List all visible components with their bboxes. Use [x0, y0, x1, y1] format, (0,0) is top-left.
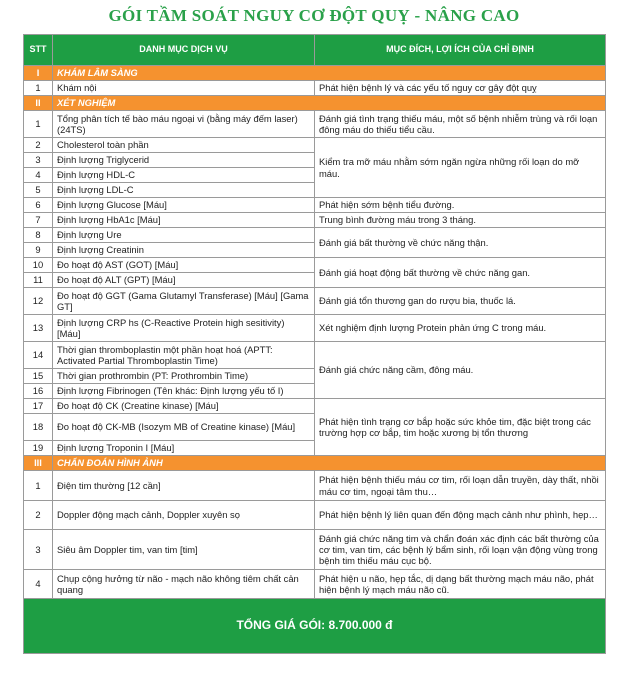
- row-stt: 1: [24, 111, 53, 138]
- table-row: [24, 81, 606, 96]
- row-stt: 13: [24, 315, 53, 342]
- row-purpose: Phát hiện bệnh thiếu máu cơ tim, rối loạn dẫn truyền, dày thất, nhồi máu cơ tim, ngoại tâm thu…: [315, 471, 606, 501]
- row-purpose: Đánh giá chức năng tim và chẩn đoán xác định các bất thường của cơ tim, van tim, các bệnh lý bẩm sinh, rối loạn vận động vùng trong bệnh tim thiếu máu cục bộ.: [315, 530, 606, 570]
- row-service: Định lượng Triglycerid: [53, 153, 315, 168]
- table-row: [24, 471, 606, 501]
- row-purpose: Đánh giá tình trạng thiếu máu, một số bệnh nhiễm trùng và rối loạn đông máu do thiếu tiểu cầu.: [315, 111, 606, 138]
- table-row: [24, 399, 606, 414]
- row-purpose: Phát hiện bệnh lý và các yếu tố nguy cơ gây đột quỵ: [315, 81, 606, 96]
- row-stt: 10: [24, 258, 53, 273]
- row-service: Định lượng Glucose [Máu]: [53, 198, 315, 213]
- row-service: Siêu âm Doppler tim, van tim [tim]: [53, 530, 315, 570]
- row-purpose: Kiểm tra mỡ máu nhằm sớm ngăn ngừa những rối loạn do mỡ máu.: [315, 138, 606, 198]
- row-service: Định lượng HbA1c [Máu]: [53, 213, 315, 228]
- header-purpose: MỤC ĐÍCH, LỢI ÍCH CỦA CHỈ ĐỊNH: [315, 35, 606, 66]
- row-service: Định lượng LDL-C: [53, 183, 315, 198]
- row-service: Định lượng Fibrinogen (Tên khác: Định lượng yếu tố I): [53, 384, 315, 399]
- row-stt: 5: [24, 183, 53, 198]
- header-stt: STT: [24, 35, 53, 66]
- row-stt: 7: [24, 213, 53, 228]
- row-stt: 4: [24, 168, 53, 183]
- row-stt: 19: [24, 441, 53, 456]
- row-stt: 18: [24, 414, 53, 441]
- row-stt: 3: [24, 153, 53, 168]
- section-row: [24, 456, 606, 471]
- row-purpose: Xét nghiệm định lượng Protein phản ứng C trong máu.: [315, 315, 606, 342]
- table-row: [24, 198, 606, 213]
- row-stt: 6: [24, 198, 53, 213]
- table-row: [24, 111, 606, 138]
- row-service: Doppler động mạch cảnh, Doppler xuyên sọ: [53, 501, 315, 530]
- table-row: [24, 570, 606, 599]
- section-number: I: [24, 66, 53, 81]
- row-stt: 8: [24, 228, 53, 243]
- row-stt: 14: [24, 342, 53, 369]
- row-stt: 3: [24, 530, 53, 570]
- section-row: [24, 66, 606, 81]
- row-purpose: Phát hiện sớm bệnh tiểu đường.: [315, 198, 606, 213]
- total-row: [24, 599, 606, 654]
- table-row: [24, 288, 606, 315]
- row-service: Đo hoạt độ ALT (GPT) [Máu]: [53, 273, 315, 288]
- row-service: Điện tim thường [12 cần]: [53, 471, 315, 501]
- table-row: [24, 315, 606, 342]
- row-purpose: Phát hiện bệnh lý liên quan đến động mạch cảnh như phình, hẹp…: [315, 501, 606, 530]
- table-row: [24, 342, 606, 369]
- row-service: Định lượng Creatinin: [53, 243, 315, 258]
- row-service: Định lượng Ure: [53, 228, 315, 243]
- section-number: II: [24, 96, 53, 111]
- row-stt: 4: [24, 570, 53, 599]
- service-table: [23, 34, 606, 654]
- row-stt: 17: [24, 399, 53, 414]
- row-stt: 9: [24, 243, 53, 258]
- table-row: [24, 228, 606, 243]
- row-purpose: Đánh giá chức năng cầm, đông máu.: [315, 342, 606, 399]
- table-header: [24, 35, 606, 66]
- row-purpose: Phát hiện tình trạng cơ bắp hoặc sức khỏe tim, đặc biệt trong các trường hợp cơ bắp, tim hoặc xương bị tổn thương: [315, 399, 606, 456]
- table-row: [24, 213, 606, 228]
- row-service: Định lượng HDL-C: [53, 168, 315, 183]
- row-stt: 11: [24, 273, 53, 288]
- section-name: CHẨN ĐOÁN HÌNH ẢNH: [53, 456, 606, 471]
- table-row: [24, 501, 606, 530]
- row-service: Chụp cộng hưởng từ não - mạch não không tiêm chất cản quang: [53, 570, 315, 599]
- row-stt: 15: [24, 369, 53, 384]
- row-service: Đo hoạt độ GGT (Gama Glutamyl Transferase) [Máu] [Gama GT]: [53, 288, 315, 315]
- row-service: Đo hoạt độ CK (Creatine kinase) [Máu]: [53, 399, 315, 414]
- section-row: [24, 96, 606, 111]
- row-purpose: Phát hiện u não, hẹp tắc, dị dạng bất thường mạch máu não, phát hiện bệnh lý mạch máu não cũ.: [315, 570, 606, 599]
- row-service: Định lượng Troponin I [Máu]: [53, 441, 315, 456]
- row-purpose: Đánh giá tổn thương gan do rượu bia, thuốc lá.: [315, 288, 606, 315]
- row-service: Thời gian prothrombin (PT: Prothrombin Time): [53, 369, 315, 384]
- header-service: DANH MỤC DỊCH VỤ: [53, 35, 315, 66]
- table-row: [24, 530, 606, 570]
- row-service: Tổng phân tích tế bào máu ngoại vi (bằng máy đếm laser) (24TS): [53, 111, 315, 138]
- page-title: GÓI TẦM SOÁT NGUY CƠ ĐỘT QUỴ - NÂNG CAO: [108, 6, 520, 25]
- row-service: Đo hoạt độ CK-MB (Isozym MB of Creatine kinase) [Máu]: [53, 414, 315, 441]
- section-number: III: [24, 456, 53, 471]
- row-stt: 2: [24, 501, 53, 530]
- row-stt: 2: [24, 138, 53, 153]
- row-stt: 1: [24, 471, 53, 501]
- row-stt: 1: [24, 81, 53, 96]
- row-service: Định lượng CRP hs (C-Reactive Protein high sesitivity) [Máu]: [53, 315, 315, 342]
- row-service: Khám nội: [53, 81, 315, 96]
- row-purpose: Đánh giá hoạt động bất thường về chức năng gan.: [315, 258, 606, 288]
- table-row: [24, 138, 606, 153]
- row-service: Cholesterol toàn phần: [53, 138, 315, 153]
- table-row: [24, 258, 606, 273]
- row-stt: 12: [24, 288, 53, 315]
- total-price: TỔNG GIÁ GÓI: 8.700.000 đ: [24, 599, 606, 654]
- section-name: XÉT NGHIỆM: [53, 96, 606, 111]
- row-purpose: Trung bình đường máu trong 3 tháng.: [315, 213, 606, 228]
- row-service: Thời gian thromboplastin một phần hoạt hoá (APTT: Activated Partial Thromboplastin Time): [53, 342, 315, 369]
- row-service: Đo hoạt độ AST (GOT) [Máu]: [53, 258, 315, 273]
- section-name: KHÁM LÂM SÀNG: [53, 66, 606, 81]
- row-stt: 16: [24, 384, 53, 399]
- row-purpose: Đánh giá bất thường về chức năng thận.: [315, 228, 606, 258]
